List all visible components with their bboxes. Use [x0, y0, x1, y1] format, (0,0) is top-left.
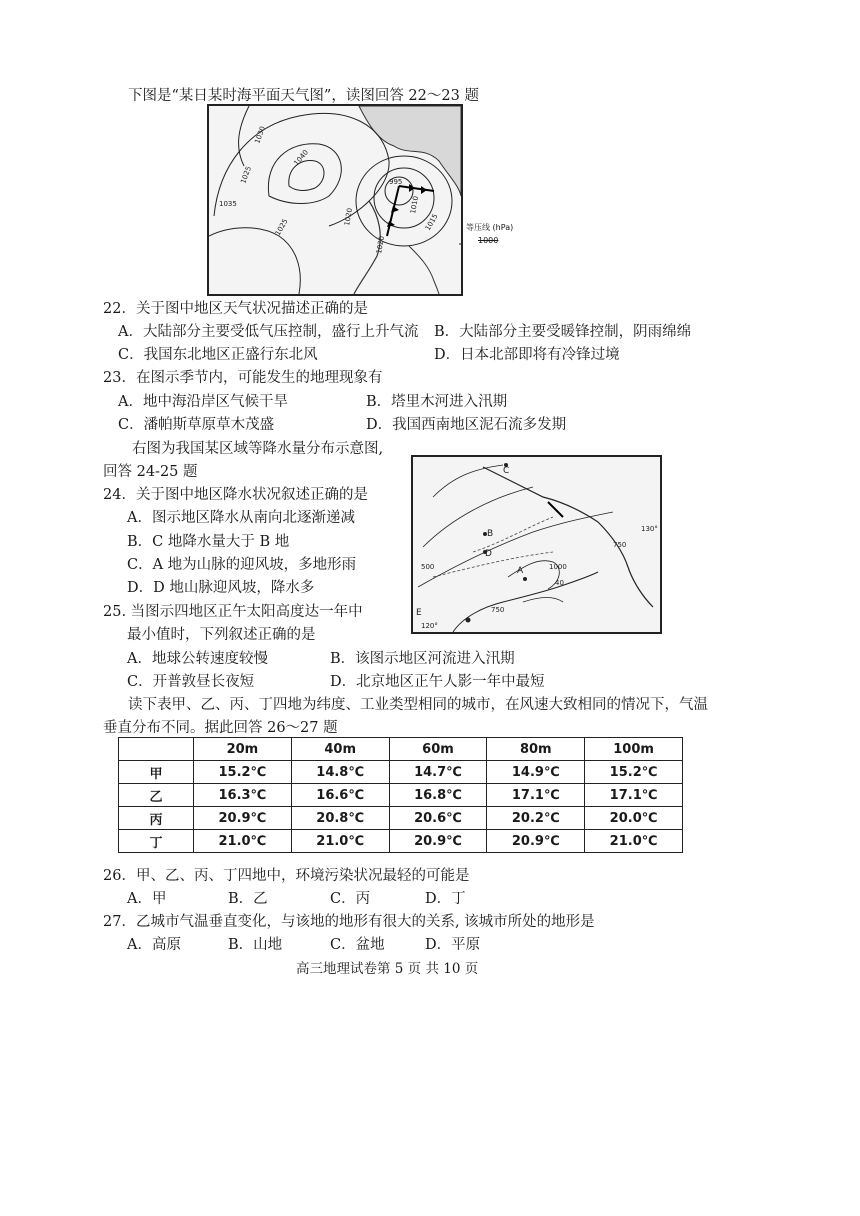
table-row — [119, 784, 683, 807]
point-label-b: B — [487, 529, 494, 539]
weather-map — [207, 104, 463, 296]
isobar-label: 1030 — [253, 125, 267, 145]
q25-option-b: B．该图示地区河流进入汛期 — [330, 651, 515, 667]
q25-stem-line2: 最小值时，下列叙述正确的是 — [127, 627, 316, 643]
point-label-a: A — [517, 566, 524, 576]
isohyet-label: 500 — [421, 563, 435, 571]
precipitation-map — [411, 455, 662, 634]
intro-26-27-line2: 垂直分布不同。据此回答 26～27 题 — [103, 720, 338, 736]
q27-option-b: B．山地 — [228, 937, 283, 953]
q23-stem: 23．在图示季节内，可能发生的地理现象有 — [103, 370, 383, 386]
table-header-cell: 80m — [487, 738, 585, 761]
isobar-label: 1040 — [292, 148, 310, 168]
table-cell: 16.8℃ — [389, 784, 487, 807]
table-cell: 21.0℃ — [194, 830, 292, 853]
table-cell: 乙 — [119, 784, 194, 807]
isobar-label: 995 — [389, 178, 403, 186]
table-cell: 17.1℃ — [585, 784, 683, 807]
point-label-c: C — [503, 466, 510, 476]
table-header-row — [119, 738, 683, 761]
map-legend-label: 等压线 (hPa) — [466, 223, 514, 232]
table-header-cell — [119, 738, 194, 761]
q25-option-a: A．地球公转速度较慢 — [127, 651, 268, 667]
isobar-label: 1025 — [239, 165, 253, 185]
q23-option-c: C．潘帕斯草原草木茂盛 — [118, 417, 275, 433]
q24-option-d: D．D 地山脉迎风坡，降水多 — [127, 580, 315, 596]
q22-option-b: B．大陆部分主要受暖锋控制，阴雨绵绵 — [434, 324, 692, 340]
longitude-label: 120° — [421, 622, 438, 630]
point-label-e: E — [416, 608, 422, 618]
longitude-label: 130° — [641, 525, 658, 533]
q23-option-b: B．塔里木河进入汛期 — [366, 394, 508, 410]
q23-option-a: A．地中海沿岸区气候干旱 — [118, 394, 288, 410]
page-footer: 高三地理试卷第 5 页 共 10 页 — [296, 961, 479, 977]
table-cell: 20.9℃ — [194, 807, 292, 830]
table-header-cell: 100m — [585, 738, 683, 761]
table-cell: 20.9℃ — [487, 830, 585, 853]
q23-option-d: D．我国西南地区泥石流多发期 — [366, 417, 567, 433]
isohyet-label: 1000 — [549, 563, 567, 571]
q22-option-d: D．日本北部即将有冷锋过境 — [434, 347, 620, 363]
table-cell: 20.9℃ — [389, 830, 487, 853]
table-cell: 21.0℃ — [291, 830, 389, 853]
intro-26-27-line1: 读下表甲、乙、丙、丁四地为纬度、工业类型相同的城市，在风速大致相同的情况下，气温 — [128, 697, 708, 713]
q22-option-a: A．大陆部分主要受低气压控制，盛行上升气流 — [118, 324, 419, 340]
intro-22-23: 下图是“某日某时海平面天气图”，读图回答 22～23 题 — [128, 88, 479, 104]
table-cell: 21.0℃ — [585, 830, 683, 853]
q25-option-d: D．北京地区正午人影一年中最短 — [330, 674, 545, 690]
table-cell: 甲 — [119, 761, 194, 784]
table-row — [119, 830, 683, 853]
q24-option-b: B．C 地降水量大于 B 地 — [127, 534, 290, 550]
table-cell: 15.2℃ — [585, 761, 683, 784]
q26-option-b: B．乙 — [228, 891, 268, 907]
point-label-d: D — [485, 549, 492, 559]
weather-map-graphic — [209, 106, 461, 294]
q22-option-c: C．我国东北地区正盛行东北风 — [118, 347, 318, 363]
isohyet-label: 750 — [613, 541, 627, 549]
table-cell: 14.9℃ — [487, 761, 585, 784]
q26-stem: 26．甲、乙、丙、丁四地中，环境污染状况最轻的可能是 — [103, 868, 470, 884]
q25-option-c: C．开普敦昼长夜短 — [127, 674, 255, 690]
q24-option-c: C．A 地为山脉的迎风坡，多地形雨 — [127, 557, 357, 573]
intro-24-25-line1: 右图为我国某区域等降水量分布示意图, — [132, 441, 384, 457]
isobar-label: 1035 — [219, 200, 237, 208]
isobar-label: 1025 — [273, 217, 290, 237]
temperature-table — [118, 737, 683, 853]
q24-stem: 24．关于图中地区降水状况叙述正确的是 — [103, 487, 368, 503]
table-cell: 15.2℃ — [194, 761, 292, 784]
table-cell: 20.8℃ — [291, 807, 389, 830]
table-cell: 16.6℃ — [291, 784, 389, 807]
table-header-cell: 60m — [389, 738, 487, 761]
isobar-label: 1010 — [409, 195, 421, 215]
table-cell: 14.8℃ — [291, 761, 389, 784]
table-cell: 17.1℃ — [487, 784, 585, 807]
isohyet-label: 40 — [555, 579, 564, 587]
table-cell: 丙 — [119, 807, 194, 830]
isobar-label: 1015 — [423, 212, 440, 232]
isohyet-label: 750 — [491, 606, 505, 614]
map-legend-value: 1000 — [478, 236, 499, 245]
q27-option-a: A．高原 — [127, 937, 181, 953]
table-cell: 丁 — [119, 830, 194, 853]
q26-option-d: D．丁 — [425, 891, 466, 907]
table-header-cell: 20m — [194, 738, 292, 761]
table-header-cell: 40m — [291, 738, 389, 761]
table-cell: 20.2℃ — [487, 807, 585, 830]
intro-24-25-line2: 回答 24-25 题 — [103, 464, 198, 480]
q22-stem: 22．关于图中地区天气状况描述正确的是 — [103, 301, 368, 317]
table-row — [119, 807, 683, 830]
table-cell: 20.6℃ — [389, 807, 487, 830]
table-cell: 20.0℃ — [585, 807, 683, 830]
q26-option-a: A．甲 — [127, 891, 167, 907]
table-cell: 14.7℃ — [389, 761, 487, 784]
q26-option-c: C．丙 — [330, 891, 371, 907]
precipitation-map-graphic — [413, 457, 660, 632]
isobar-label: 1020 — [375, 235, 387, 255]
q27-stem: 27．乙城市气温垂直变化，与该地的地形有很大的关系, 该城市所处的地形是 — [103, 914, 595, 930]
q27-option-d: D．平原 — [425, 937, 481, 953]
isobar-label: 1020 — [343, 207, 355, 227]
q24-option-a: A．图示地区降水从南向北逐渐递减 — [127, 510, 355, 526]
table-row — [119, 761, 683, 784]
q25-stem-line1: 25. 当图示四地区正午太阳高度达一年中 — [103, 604, 363, 620]
q27-option-c: C．盆地 — [330, 937, 385, 953]
table-cell: 16.3℃ — [194, 784, 292, 807]
